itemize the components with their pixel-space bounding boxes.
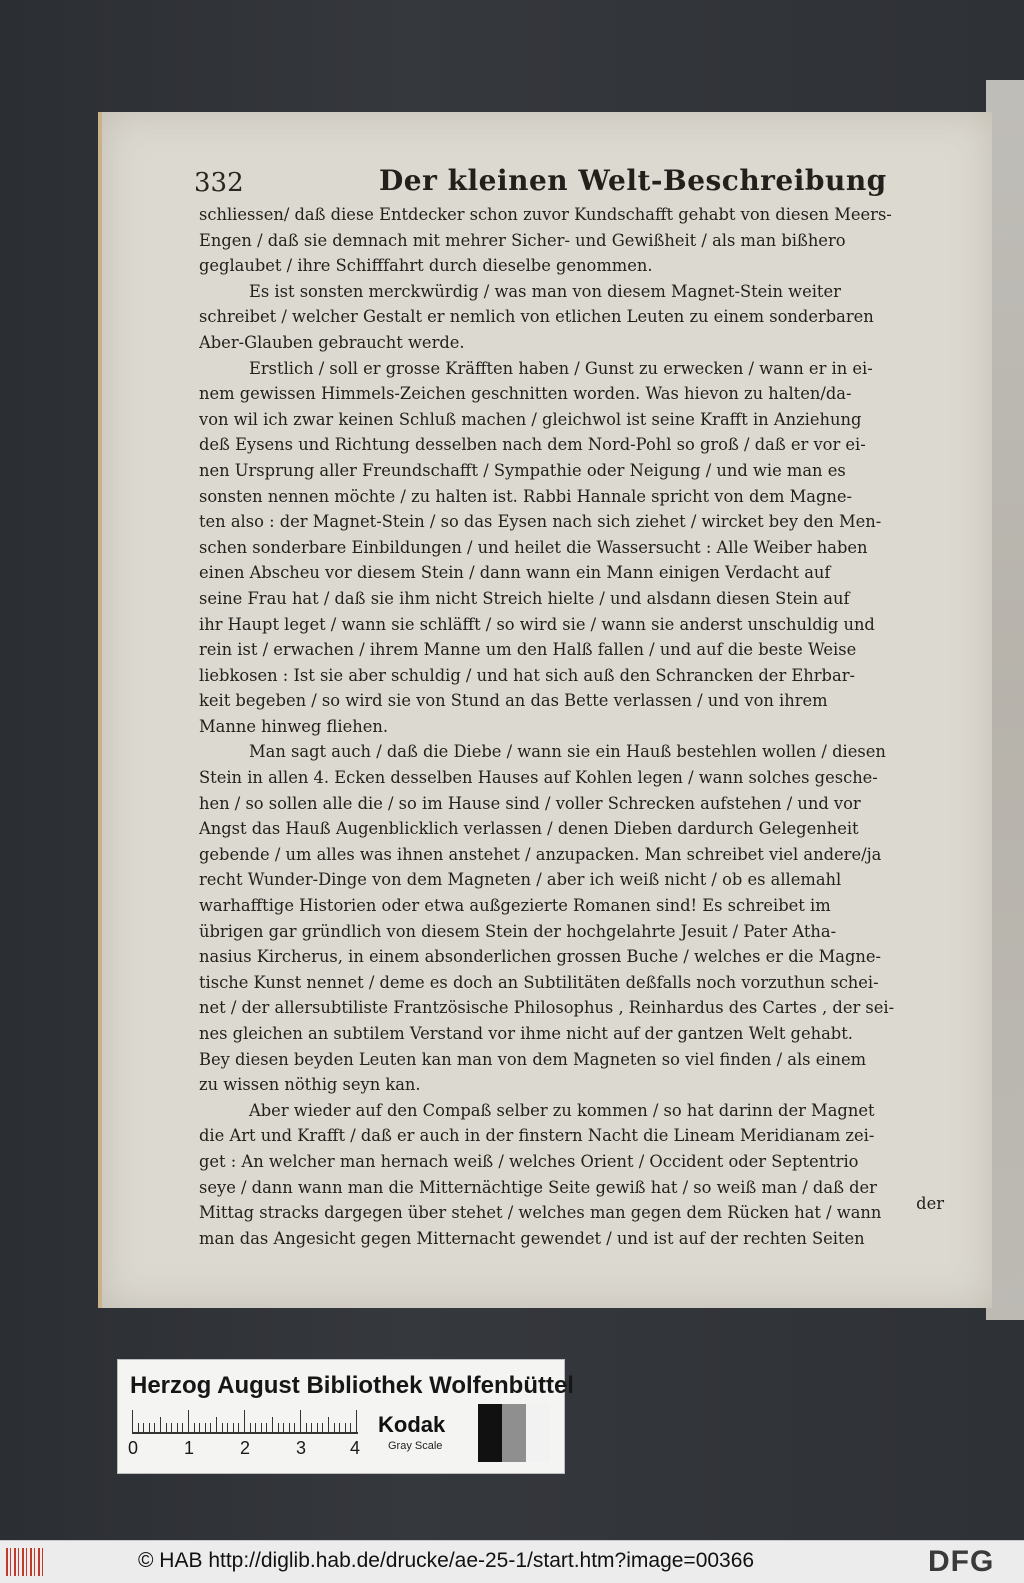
text-line: Engen / daß sie demnach mit mehrer Sicher- und Gewißheit / als man bißhero xyxy=(199,230,846,250)
ruler-tick xyxy=(210,1423,211,1432)
ruler-tick xyxy=(328,1417,329,1432)
text-line: zu wissen nöthig seyn kan. xyxy=(199,1075,421,1095)
page-number: 332 xyxy=(194,168,244,198)
library-name: Herzog August Bibliothek Wolfenbüttel xyxy=(130,1372,574,1399)
text-line: sonsten nennen möchte / zu halten ist. Rabbi Hannale spricht von dem Magne- xyxy=(199,486,853,506)
ruler-tick xyxy=(345,1423,346,1432)
text-line: deß Eysens und Richtung desselben nach dem Nord-Pohl so groß / daß er vor ei- xyxy=(199,435,866,455)
text-line: man das Angesicht gegen Mitternacht gewendet / und ist auf der rechten Seiten xyxy=(199,1228,865,1248)
text-line: schliessen/ daß diese Entdecker schon zuvor Kundschafft gehabt von diesen Meers- xyxy=(199,205,892,224)
ruler-tick xyxy=(177,1423,178,1432)
text-line: Es ist sonsten merckwürdig / was man von diesem Magnet-Stein weiter xyxy=(249,281,841,301)
text-line: schen sonderbare Einbildungen / und heilet die Wassersucht : Alle Weiber haben xyxy=(199,537,868,557)
gray-scale-label: Gray Scale xyxy=(388,1440,443,1452)
ruler-tick xyxy=(166,1423,167,1432)
ruler-tick xyxy=(222,1423,223,1432)
ruler-tick xyxy=(289,1423,290,1432)
page-header xyxy=(194,162,954,202)
book-page xyxy=(98,112,992,1308)
ruler-number: 0 xyxy=(128,1438,139,1458)
text-line: recht Wunder-Dinge von dem Magneten / aber ich weiß nicht / ob es allemahl xyxy=(199,870,842,890)
ruler-tick xyxy=(266,1423,267,1432)
text-line: net / der allersubtiliste Frantzösische Philosophus , Reinhardus des Cartes , der sei- xyxy=(199,998,895,1018)
measurement-ruler xyxy=(132,1410,358,1434)
ruler-tick xyxy=(132,1410,133,1432)
text-line: seye / dann wann man die Mitternächtige Seite gewiß hat / so weiß man / daß der xyxy=(199,1177,877,1197)
text-line: tische Kunst nennet / deme es doch an Subtilitäten deßfalls noch vorzuthun schei- xyxy=(199,972,879,992)
text-line: nasius Kircherus, in einem absonderlichen grossen Buche / welches er die Magne- xyxy=(199,947,882,967)
ruler-number: 3 xyxy=(296,1438,307,1458)
ruler-tick xyxy=(334,1423,335,1432)
text-line: Erstlich / soll er grosse Kräfften haben / Gunst zu erwecken / wann er in ei- xyxy=(249,358,873,378)
ruler-tick xyxy=(154,1423,155,1432)
color-calibration-card xyxy=(117,1359,574,1474)
ruler-tick xyxy=(216,1417,217,1432)
ruler-tick xyxy=(188,1410,189,1432)
text-line: get : An welcher man hernach weiß / welches Orient / Occident oder Septentrio xyxy=(199,1151,859,1171)
ruler-number: 4 xyxy=(350,1438,361,1458)
text-line: hen / so sollen alle die / so im Hause sind / voller Schrecken aufstehen / und vor xyxy=(199,793,861,813)
text-line: Aber-Glauben gebraucht werde. xyxy=(199,332,465,352)
ruler-tick xyxy=(244,1410,245,1432)
viewer-footer xyxy=(0,1540,1024,1583)
ruler-tick xyxy=(278,1423,279,1432)
ruler-tick xyxy=(300,1410,301,1432)
ruler-tick xyxy=(283,1423,284,1432)
ruler-tick xyxy=(272,1417,273,1432)
text-line: übrigen gar gründlich von diesem Stein der hochgelahrte Jesuit / Pater Atha- xyxy=(199,921,837,941)
text-line: seine Frau hat / daß sie ihm nicht Streich hielte / und alsdann diesen Stein auf xyxy=(199,588,850,608)
ruler-tick xyxy=(250,1423,251,1432)
text-line: Stein in allen 4. Ecken desselben Hauses auf Kohlen legen / wann solches gesche- xyxy=(199,768,878,788)
ruler-tick xyxy=(356,1410,357,1432)
ruler-tick xyxy=(149,1423,150,1432)
barcode-icon xyxy=(6,1548,46,1576)
text-line: die Art und Krafft / daß er auch in der finstern Nacht die Lineam Meridianam zei- xyxy=(199,1126,875,1146)
gray-swatch-mid xyxy=(502,1404,526,1462)
kodak-logo: Kodak xyxy=(378,1412,446,1437)
ruler-tick xyxy=(317,1423,318,1432)
ruler-tick xyxy=(138,1423,139,1432)
dfg-logo: DFG xyxy=(928,1545,995,1578)
ruler-tick xyxy=(339,1423,340,1432)
ruler-tick xyxy=(350,1423,351,1432)
gray-swatch-black xyxy=(478,1404,502,1462)
ruler-tick xyxy=(205,1423,206,1432)
catchword: der xyxy=(916,1194,944,1213)
ruler-tick xyxy=(261,1423,262,1432)
text-line: nes gleichen an subtilem Verstand vor ihme nicht auf der gantzen Welt gehabt. xyxy=(199,1024,853,1043)
text-line: ihr Haupt leget / wann sie schläfft / so wird sie / wann sie anderst unschuldig und xyxy=(199,614,875,634)
gray-swatch-white xyxy=(526,1404,550,1462)
copyright-link[interactable]: © HAB http://diglib.hab.de/drucke/ae-25-1/start.htm?image=00366 xyxy=(138,1549,755,1572)
ruler-number: 1 xyxy=(184,1438,195,1458)
text-line: ten also : der Magnet-Stein / so das Eysen nach sich ziehet / wircket bey den Men- xyxy=(199,512,882,532)
text-line: Manne hinweg fliehen. xyxy=(199,716,388,736)
text-line: rein ist / erwachen / ihrem Manne um den Halß fallen / und auf die beste Weise xyxy=(199,640,857,660)
text-line: Bey diesen beyden Leuten kan man von dem Magneten so viel finden / als einem xyxy=(199,1049,867,1069)
ruler-tick xyxy=(311,1423,312,1432)
text-line: liebkosen : Ist sie aber schuldig / und hat sich auß den Schrancken der Ehrbar- xyxy=(199,665,855,685)
ruler-number: 2 xyxy=(240,1438,251,1458)
text-line: nen Ursprung aller Freundschafft / Sympathie oder Neigung / und wie man es xyxy=(199,460,846,480)
text-line: keit begeben / so wird sie von Stund an das Bette verlassen / und von ihrem xyxy=(199,691,828,711)
text-line: warhafftige Historien oder etwa außgezierte Romanen sind! Es schreibet im xyxy=(199,896,831,916)
ruler-tick xyxy=(182,1423,183,1432)
ruler-tick xyxy=(199,1423,200,1432)
text-line: von wil ich zwar keinen Schluß machen / gleichwol ist seine Krafft in Anziehung xyxy=(199,409,862,429)
ruler-tick xyxy=(227,1423,228,1432)
ruler-tick xyxy=(194,1423,195,1432)
body-text xyxy=(199,202,947,1251)
ruler-tick xyxy=(294,1423,295,1432)
ruler-tick xyxy=(238,1423,239,1432)
ruler-tick xyxy=(171,1423,172,1432)
text-line: Aber wieder auf den Compaß selber zu kommen / so hat darinn der Magnet xyxy=(249,1100,875,1120)
text-line: Mittag stracks dargegen über stehet / welches man gegen dem Rücken hat / wann xyxy=(199,1203,882,1223)
text-line: einen Abscheu vor diesem Stein / dann wann ein Mann einigen Verdacht auf xyxy=(199,563,831,583)
ruler-tick xyxy=(306,1423,307,1432)
text-line: Angst das Hauß Augenblicklich verlassen / denen Dieben dardurch Gelegenheit xyxy=(199,819,859,839)
text-line: schreibet / welcher Gestalt er nemlich von etlichen Leuten zu einem sonderbaren xyxy=(199,307,874,327)
ruler-tick xyxy=(233,1423,234,1432)
text-line: gebende / um alles was ihnen anstehet / anzupacken. Man schreibet viel andere/ja xyxy=(199,844,882,864)
text-line: Man sagt auch / daß die Diebe / wann sie ein Hauß bestehlen wollen / diesen xyxy=(249,742,886,762)
ruler-tick xyxy=(322,1423,323,1432)
ruler-tick xyxy=(255,1423,256,1432)
running-head: Der kleinen Welt-Beschreibung xyxy=(379,164,887,197)
ruler-tick xyxy=(143,1423,144,1432)
ruler-tick xyxy=(160,1417,161,1432)
text-line: geglaubet / ihre Schifffahrt durch dieselbe genommen. xyxy=(199,256,653,276)
text-line: nem gewissen Himmels-Zeichen geschnitten worden. Was hievon zu halten/da- xyxy=(199,384,852,404)
